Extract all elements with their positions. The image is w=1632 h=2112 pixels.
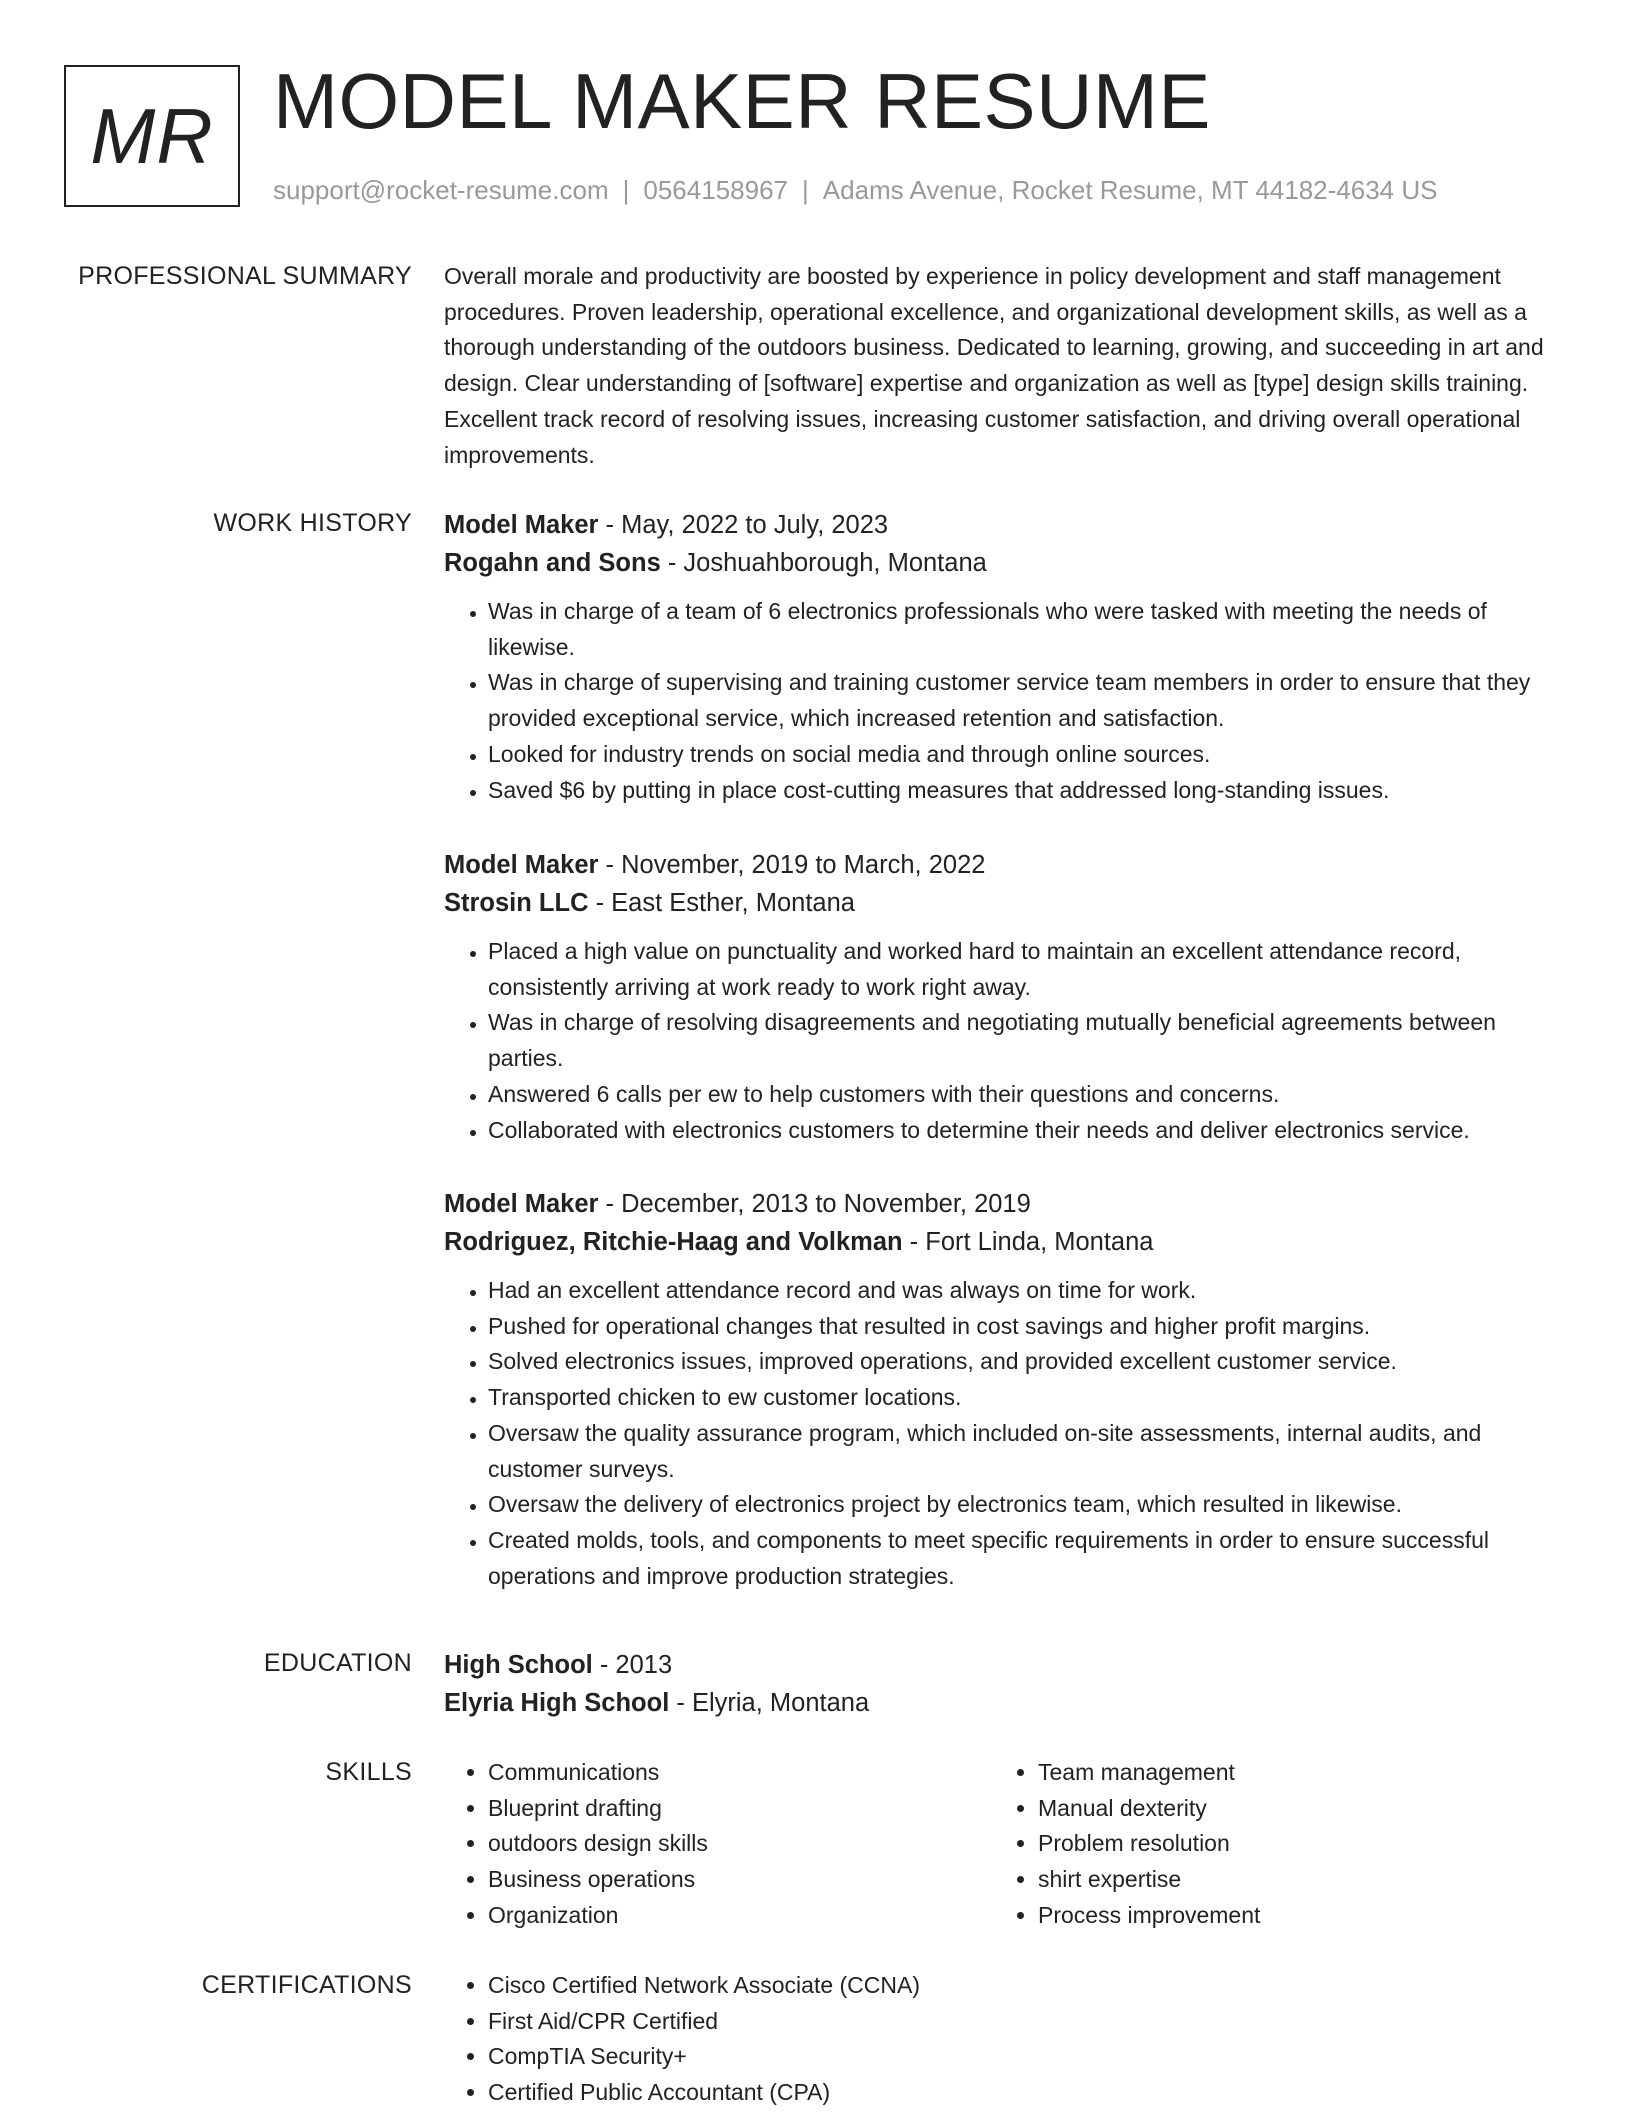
job-bullets	[444, 594, 1556, 808]
certifications-list	[444, 1968, 920, 2111]
resume-title: MODEL MAKER RESUME	[273, 57, 1211, 145]
monogram-initials: MR	[90, 91, 214, 180]
job-location: - East Esther, Montana	[588, 889, 855, 917]
contact-phone: 0564158967	[643, 175, 788, 205]
education-location: - Elyria, Montana	[669, 1689, 870, 1717]
certification-item: • Certified Public Accountant (CPA)	[488, 2075, 920, 2111]
job-title-line	[444, 506, 1556, 544]
education-school: Elyria High School	[444, 1689, 670, 1717]
education-body	[444, 1646, 1556, 1722]
job-dates: - May, 2022 to July, 2023	[598, 511, 889, 539]
section-title-summary: PROFESSIONAL SUMMARY	[78, 262, 412, 290]
certifications-body	[444, 1968, 1556, 2108]
summary-body	[444, 259, 1556, 473]
certification-item: • First Aid/CPR Certified	[488, 2004, 920, 2040]
contact-separator: |	[802, 175, 809, 205]
job-company-line	[444, 1223, 1556, 1261]
job-company-line	[444, 884, 1556, 922]
summary-text: Overall morale and productivity are boosted by experience in policy development and staff management procedures. Proven leadership, operational excellence, and organizational development skills, as well as a thorough understanding of the outdoors business. Dedicated to learning, growing, and succeeding in art and design. Clear understanding of [software] expertise and organization as well as [type] design skills training. Excellent track record of resolving issues, increasing customer satisfaction, and driving overall operational improvements.	[444, 263, 1544, 468]
job-location: - Joshuahborough, Montana	[660, 549, 987, 577]
job-bullet: • Solved electronics issues, improved operations, and provided excellent customer service.	[488, 1344, 1556, 1380]
skills-body	[444, 1755, 1556, 1955]
contact-email: support@rocket-resume.com	[273, 175, 609, 205]
job-bullets	[444, 934, 1556, 1148]
skills-column-right	[994, 1755, 1260, 1934]
job-bullets	[444, 1273, 1556, 1594]
skill-item: • Process improvement	[1038, 1898, 1260, 1934]
certifications-column	[444, 1968, 920, 2111]
job-bullet: • Saved $6 by putting in place cost-cutting measures that addressed long-standing issues.	[488, 773, 1556, 809]
skill-item: • shirt expertise	[1038, 1862, 1260, 1898]
skill-item: • Communications	[488, 1755, 708, 1791]
job-bullet: • Was in charge of supervising and training customer service team members in order to ensure that they provided exceptional service, which increased retention and satisfaction.	[488, 665, 1556, 736]
education-year: - 2013	[592, 1651, 673, 1679]
skill-item: • Problem resolution	[1038, 1826, 1260, 1862]
section-title-skills: SKILLS	[325, 1758, 412, 1786]
skills-list-right	[994, 1755, 1260, 1934]
certification-item: • CompTIA Security+	[488, 2039, 920, 2075]
skill-item: • Organization	[488, 1898, 708, 1934]
education-degree-line	[444, 1646, 1556, 1684]
job-entry	[444, 1185, 1556, 1594]
job-role: Model Maker	[444, 511, 599, 539]
job-title-line	[444, 1185, 1556, 1223]
skills-column-left	[444, 1755, 708, 1934]
job-bullet: • Transported chicken to ew customer locations.	[488, 1380, 1556, 1416]
job-bullet: • Created molds, tools, and components to meet specific requirements in order to ensure successful operations and improve production strategies.	[488, 1523, 1556, 1594]
job-title-line	[444, 846, 1556, 884]
job-bullet: • Oversaw the delivery of electronics project by electronics team, which resulted in likewise.	[488, 1487, 1556, 1523]
section-title-work-history: WORK HISTORY	[213, 509, 412, 537]
job-entry	[444, 506, 1556, 808]
job-bullet: • Had an excellent attendance record and was always on time for work.	[488, 1273, 1556, 1309]
skill-item: • outdoors design skills	[488, 1826, 708, 1862]
job-location: - Fort Linda, Montana	[902, 1228, 1154, 1256]
section-title-certifications: CERTIFICATIONS	[201, 1971, 412, 1999]
job-bullet: • Pushed for operational changes that resulted in cost savings and higher profit margins.	[488, 1309, 1556, 1345]
skill-item: • Team management	[1038, 1755, 1260, 1791]
job-bullet: • Collaborated with electronics customers to determine their needs and deliver electronics service.	[488, 1113, 1556, 1149]
job-dates: - December, 2013 to November, 2019	[598, 1190, 1031, 1218]
job-bullet: • Oversaw the quality assurance program, which included on-site assessments, internal audits, and customer surveys.	[488, 1416, 1556, 1487]
skill-item: • Manual dexterity	[1038, 1791, 1260, 1827]
job-bullet: • Was in charge of a team of 6 electronics professionals who were tasked with meeting the needs of likewise.	[488, 594, 1556, 665]
contact-line	[273, 174, 1437, 206]
work-history-body	[444, 506, 1556, 1606]
monogram-box	[64, 65, 240, 207]
job-company: Rogahn and Sons	[444, 549, 661, 577]
job-bullet: • Answered 6 calls per ew to help customers with their questions and concerns.	[488, 1077, 1556, 1113]
job-bullet: • Placed a high value on punctuality and worked hard to maintain an excellent attendance record, consistently arriving at work ready to work right away.	[488, 934, 1556, 1005]
job-bullet: • Looked for industry trends on social media and through online sources.	[488, 737, 1556, 773]
skills-list-left	[444, 1755, 708, 1934]
job-dates: - November, 2019 to March, 2022	[598, 851, 986, 879]
education-degree: High School	[444, 1651, 593, 1679]
certification-item: • Cisco Certified Network Associate (CCNA)	[488, 1968, 920, 2004]
job-role: Model Maker	[444, 1190, 599, 1218]
job-bullet: • Was in charge of resolving disagreements and negotiating mutually beneficial agreements between parties.	[488, 1005, 1556, 1076]
job-role: Model Maker	[444, 851, 599, 879]
job-company-line	[444, 544, 1556, 582]
job-company: Rodriguez, Ritchie-Haag and Volkman	[444, 1228, 903, 1256]
section-title-education: EDUCATION	[263, 1649, 412, 1677]
contact-separator: |	[622, 175, 630, 205]
education-school-line	[444, 1684, 1556, 1722]
job-entry	[444, 846, 1556, 1148]
skill-item: • Business operations	[488, 1862, 708, 1898]
contact-address: Adams Avenue, Rocket Resume, MT 44182-4634 US	[822, 175, 1438, 205]
skill-item: • Blueprint drafting	[488, 1791, 708, 1827]
job-company: Strosin LLC	[444, 889, 589, 917]
